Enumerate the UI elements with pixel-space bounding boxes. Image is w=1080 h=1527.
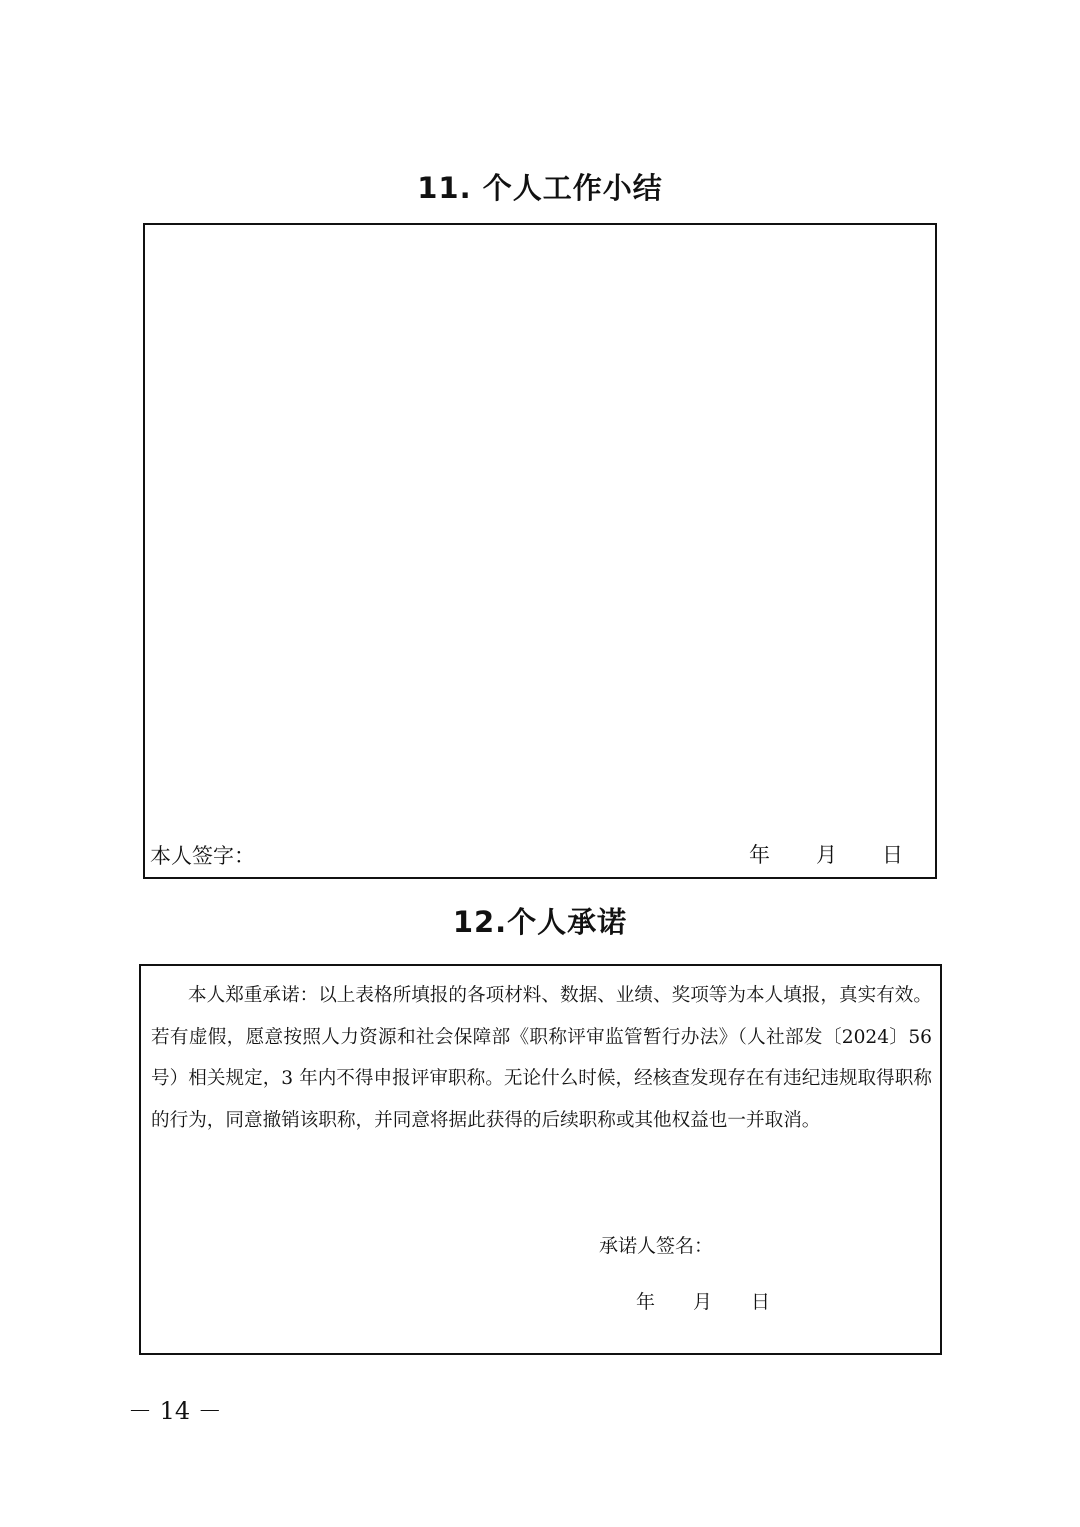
work-summary-box — [143, 223, 937, 879]
page-number: － 14 － — [128, 1397, 222, 1425]
section-12-title: 12.个人承诺 — [452, 905, 628, 939]
pledge-date-day-label: 日 — [751, 1291, 771, 1313]
signature-label: 本人签字： — [150, 844, 255, 868]
pledge-box — [139, 964, 942, 1355]
date-day-label: 日 — [882, 843, 903, 867]
section-11-title: 11. 个人工作小结 — [417, 171, 663, 205]
pledger-signature-label: 承诺人签名： — [599, 1235, 714, 1257]
pledge-statement: 本人郑重承诺：以上表格所填报的各项材料、数据、业绩、奖项等为本人填报，真实有效。若有虚假，愿意按照人力资源和社会保障部《职称评审监管暂行办法》（人社部发〔2024〕56号）相关规定，3 年内不得申报评审职称。无论什么时候，经核查发现存在有违纪违规取得职称的行为，同意撤销该职称，并同意将据此获得的后续职称或其他权益也一并取消。 — [151, 985, 932, 1131]
date-year-label: 年 — [749, 843, 770, 867]
pledge-date-month-label: 月 — [693, 1291, 713, 1313]
date-month-label: 月 — [816, 843, 837, 867]
pledge-date-year-label: 年 — [636, 1291, 656, 1313]
